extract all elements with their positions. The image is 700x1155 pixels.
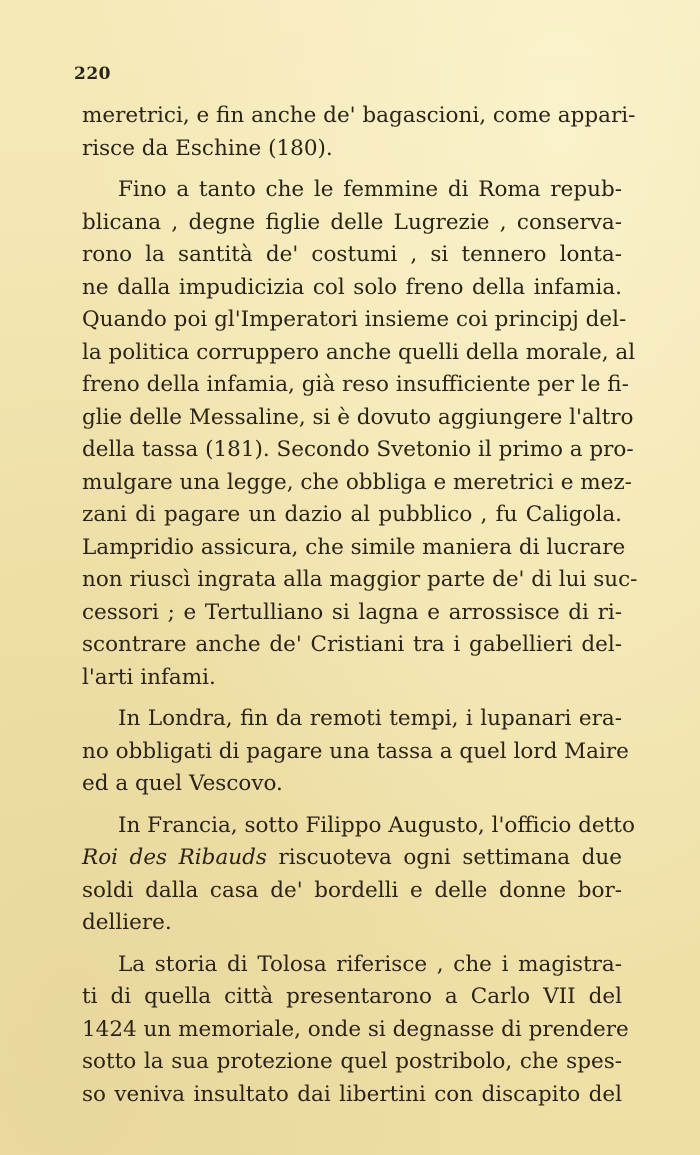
text-line: blicana , degne figlie delle Lugrezie , conserva- (82, 209, 622, 235)
text-line: no obbligati di pagare una tassa a quel lord Maire (82, 738, 629, 764)
text-line: freno della infamia, già reso insufficiente per le fi- (82, 372, 629, 397)
text-line: ne dalla impudicizia col solo freno della infamia. (82, 274, 622, 300)
text-line: so veniva insultato dai libertini con discapito del (82, 1081, 622, 1107)
text-line: soldi dalla casa de' bordelli e delle donne bor- (82, 877, 622, 903)
italic-title: Roi des Ribauds (82, 845, 267, 870)
text-line: Fino a tanto che le femmine di Roma repub- (118, 177, 622, 202)
text-line: della tassa (181). Secondo Svetonio il primo a pro- (82, 437, 634, 462)
text-line-with-italic (82, 842, 622, 875)
text-line: In Londra, fin da remoti tempi, i lupanari era- (118, 706, 622, 731)
paragraph-4 (82, 810, 635, 940)
text-line: ti di quella città presentarono a Carlo VII del (82, 984, 622, 1009)
text-line: Lampridio assicura, che simile maniera di lucrare (82, 534, 626, 560)
text-line: non riuscì ingrata alla maggior parte de' di lui suc- (82, 567, 638, 592)
paragraph-1 (82, 100, 636, 165)
text-fragment: riscuoteva ogni settimana due (266, 845, 622, 870)
text-line: rono la santità de' costumi , si tennero lonta- (82, 242, 622, 267)
text-line: glie delle Messaline, si è dovuto aggiungere l'altro (82, 404, 634, 430)
text-line: sotto la sua protezione quel postribolo, che spes- (82, 1049, 622, 1074)
text-line: mulgare una legge, che obbliga e meretrici e mez- (82, 469, 632, 495)
paragraph-2 (82, 174, 638, 694)
text-line: La storia di Tolosa riferisce , che i magistra- (118, 951, 622, 977)
text-line: 1424 un memoriale, onde si degnasse di prendere (82, 1016, 629, 1042)
text-line: la politica corruppero anche quelli della morale, al (82, 339, 636, 365)
text-line: zani di pagare un dazio al pubblico , fu Caligola. (82, 502, 622, 527)
text-line: risce da Eschine (180). (82, 135, 333, 161)
text-line: Quando poi gl'Imperatori insieme coi principj del- (82, 307, 627, 332)
paragraph-3 (82, 703, 629, 801)
page-number: 220 (74, 64, 111, 84)
text-line: scontrare anche de' Cristiani tra i gabellieri del- (82, 632, 622, 657)
body-text (82, 100, 638, 1111)
text-line: ed a quel Vescovo. (82, 771, 283, 796)
text-line: In Francia, sotto Filippo Augusto, l'officio detto (118, 812, 635, 838)
paragraph-5 (82, 949, 629, 1112)
text-line: delliere. (82, 910, 172, 935)
text-line: l'arti infami. (82, 664, 216, 690)
text-line: meretrici, e fin anche de' bagascioni, come appari- (82, 103, 636, 128)
text-line: cessori ; e Tertulliano si lagna e arrossisce di ri- (82, 599, 622, 625)
